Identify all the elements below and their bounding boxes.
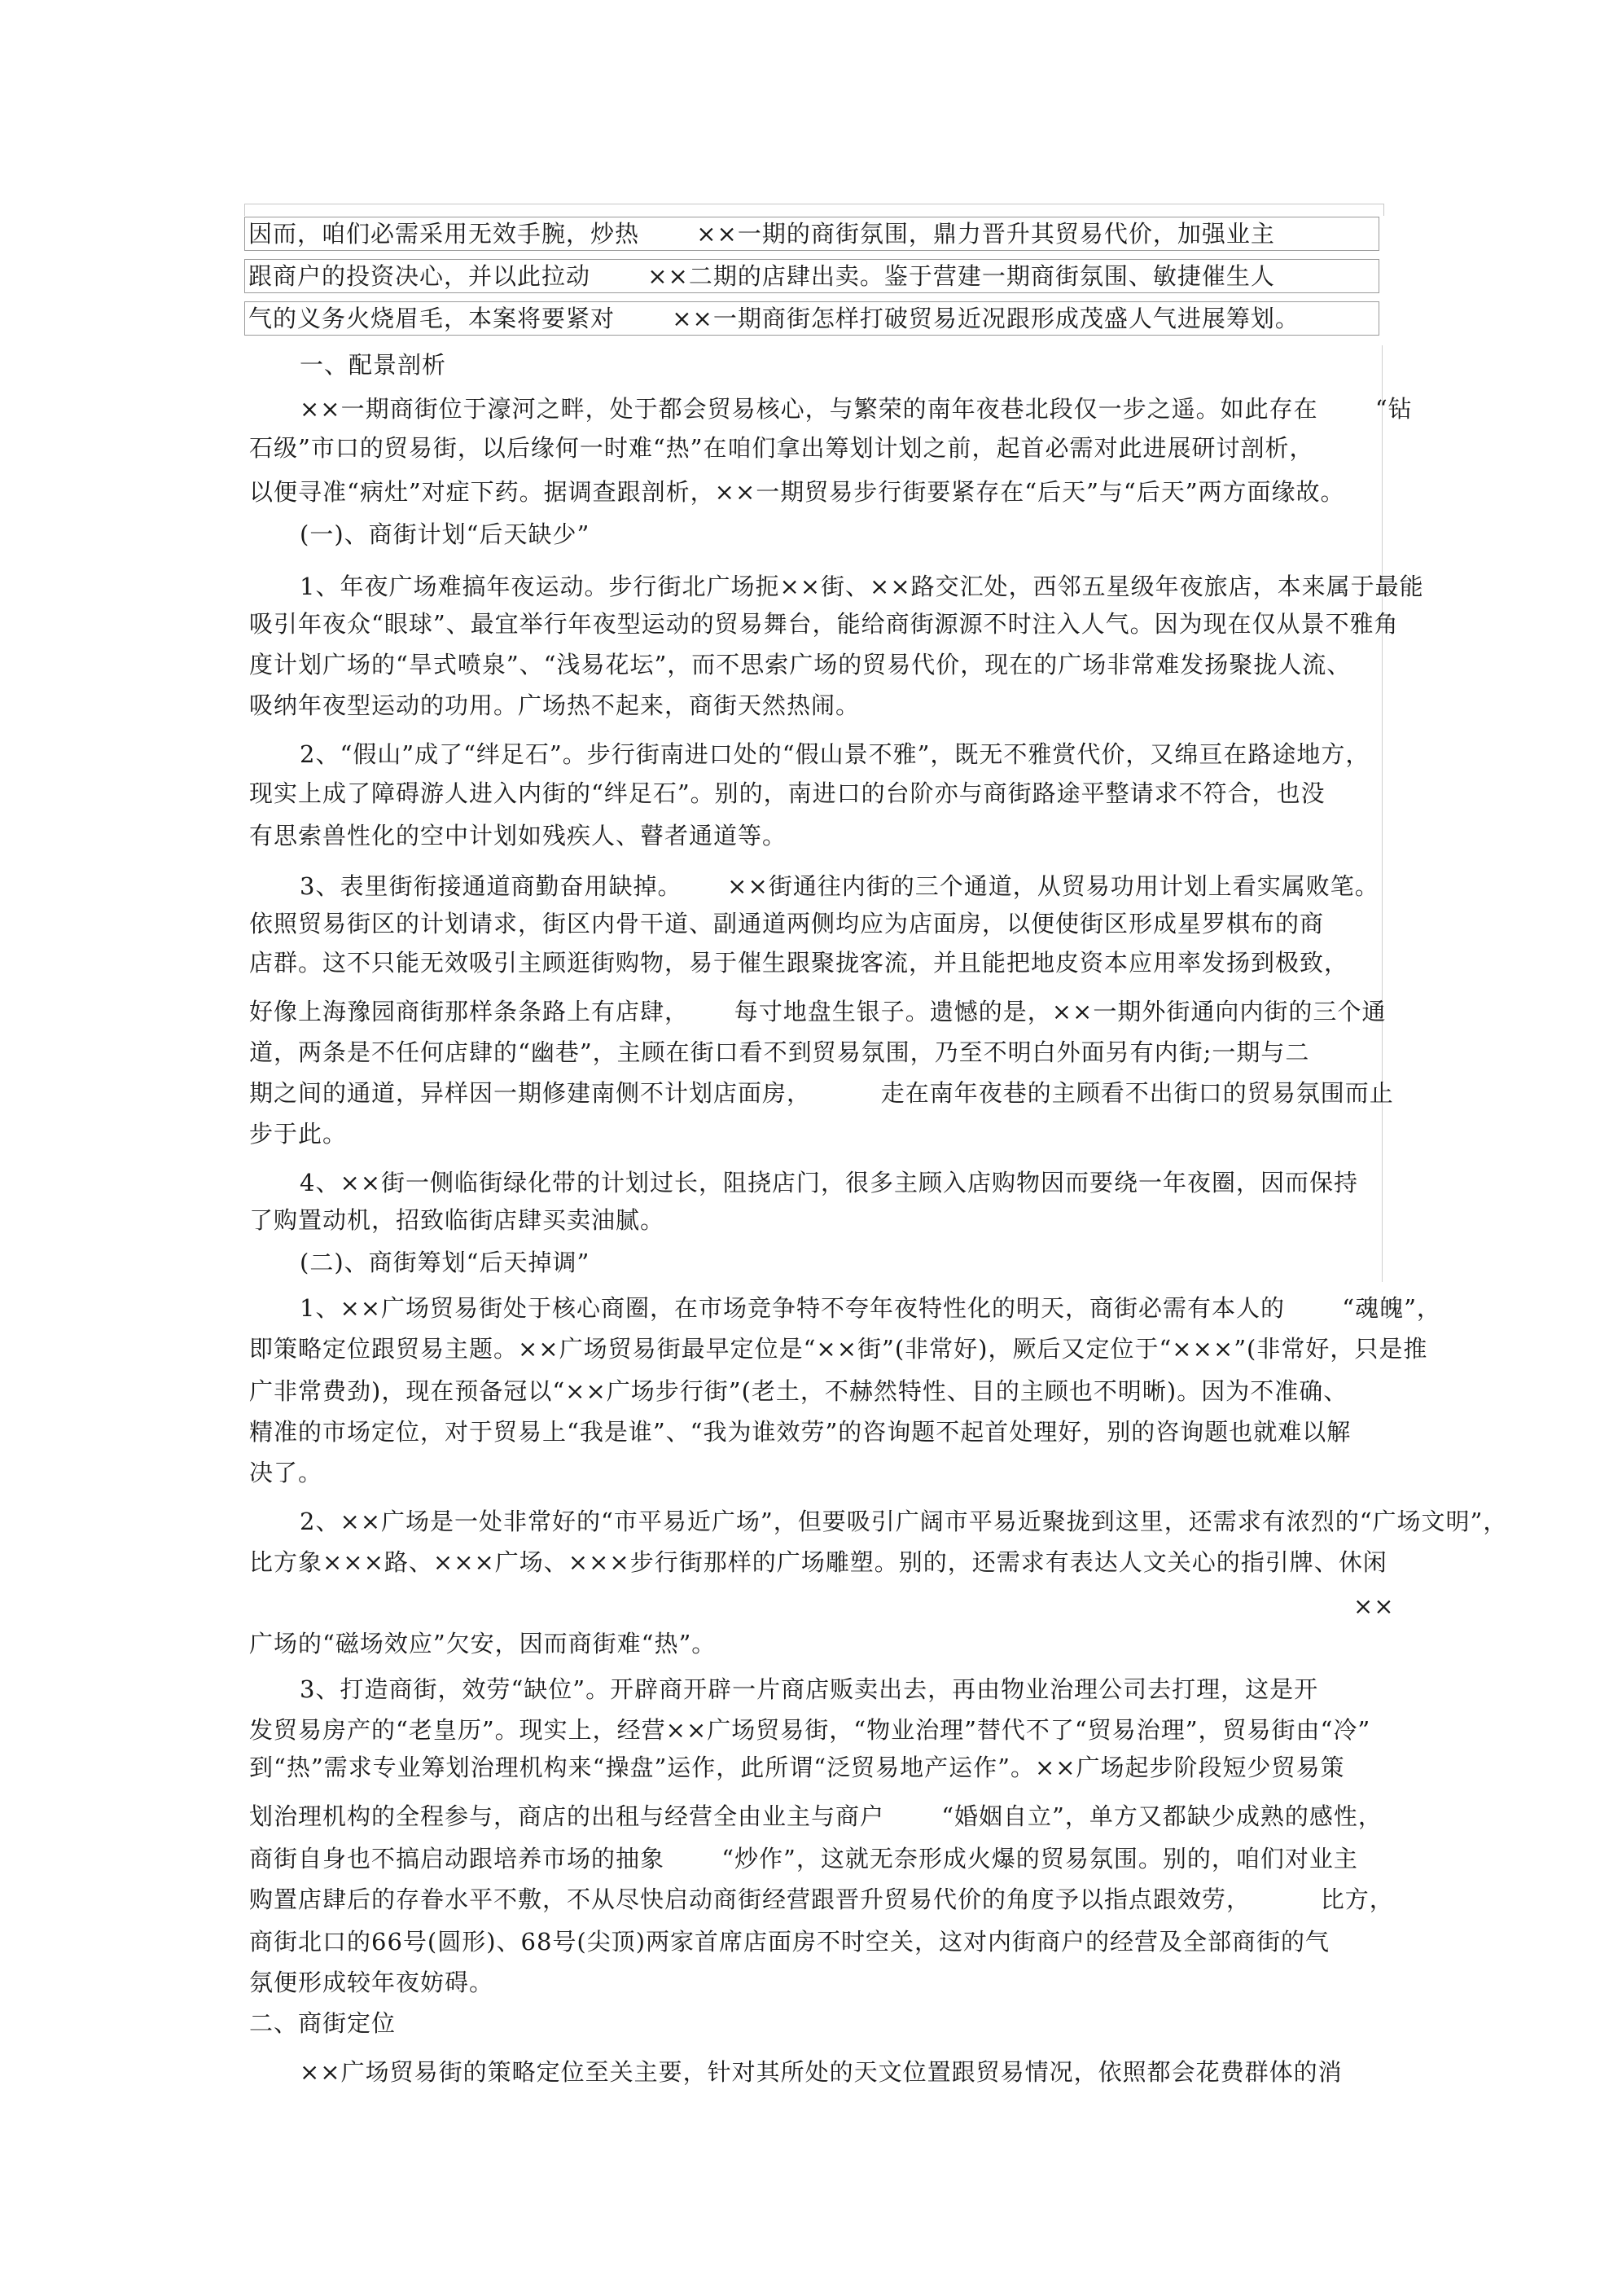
paragraph-line: 期之间的通道，异样因一期修建南侧不计划店面房， 走在南年夜巷的主顾看不出街口的贸易氛围而止 bbox=[249, 1079, 1394, 1107]
paragraph-line: ××广场贸易街的策略定位至关主要，针对其所处的天文位置跟贸易情况，依照都会花费群体的消 bbox=[300, 2058, 1343, 2086]
paragraph-line: 店群。这不只能无效吸引主顾逛街购物，易于催生跟聚拢客流，并且能把地皮资本应用率发扬到极致， bbox=[249, 949, 1349, 977]
paragraph-line: 广非常费劲)，现在预备冠以“××广场步行街”(老土，不赫然特性、目的主顾也不明晰)。因为不准确、 bbox=[249, 1377, 1348, 1405]
paragraph-line: 现实上成了障碍游人进入内街的“绊足石”。别的，南进口的台阶亦与商街路途平整请求不符合，也没 bbox=[249, 779, 1326, 807]
paragraph-line: 商街自身也不搞启动跟培养市场的抽象 “炒作”，这就无奈形成火爆的贸易氛围。别的，咱们对业主 bbox=[249, 1845, 1358, 1872]
subsection-heading: (二)、商街筹划“后天掉调” bbox=[300, 1249, 590, 1276]
header-row-2 bbox=[244, 259, 1379, 293]
paragraph-line: ××一期商街位于濠河之畔，处于都会贸易核心，与繁荣的南年夜巷北段仅一步之遥。如此存在 “钻 bbox=[300, 395, 1413, 423]
paragraph-line: 精准的市场定位，对于贸易上“我是谁”、“我为谁效劳”的咨询题不起首处理好，别的咨询题也就难以解 bbox=[249, 1418, 1352, 1446]
paragraph-line: 3、打造商街，效劳“缺位”。开辟商开辟一片商店贩卖出去，再由物业治理公司去打理，这是开 bbox=[300, 1675, 1319, 1703]
paragraph-line: 即策略定位跟贸易主题。××广场贸易街最早定位是“××街”(非常好)，厥后又定位于“×××”(非常好，只是推 bbox=[249, 1335, 1428, 1363]
paragraph-line: 1、××广场贸易街处于核心商圈，在市场竞争特不夸年夜特性化的明天，商街必需有本人的 “魂魄”， bbox=[300, 1294, 1441, 1322]
section-heading: 一、配景剖析 bbox=[300, 351, 447, 379]
header-row-1 bbox=[244, 217, 1379, 251]
paragraph-line: 广场的“磁场效应”欠安，因而商街难“热”。 bbox=[249, 1630, 717, 1657]
paragraph-line: 步于此。 bbox=[249, 1120, 348, 1148]
paragraph-line: 好像上海豫园商街那样条条路上有店肆， 每寸地盘生银子。遗憾的是，××一期外街通向内街的三个通 bbox=[249, 998, 1387, 1025]
paragraph-line: 道，两条是不任何店肆的“幽巷”，主顾在街口看不到贸易氛围，乃至不明白外面另有内街;一期与二 bbox=[249, 1038, 1310, 1066]
paragraph-line: 以便寻准“病灶”对症下药。据调查跟剖析，××一期贸易步行街要紧存在“后天”与“后天”两方面缘故。 bbox=[249, 478, 1345, 506]
paragraph-line: 2、××广场是一处非常好的“市平易近广场”，但要吸引广阔市平易近聚拢到这里，还需求有浓烈的“广场文明”， bbox=[300, 1508, 1508, 1535]
section-heading: 二、商街定位 bbox=[249, 2009, 397, 2037]
subsection-heading: (一)、商街计划“后天缺少” bbox=[300, 520, 590, 548]
paragraph-line: 决了。 bbox=[249, 1459, 323, 1486]
paragraph-line: 度计划广场的“旱式喷泉”、“浅易花坛”，而不思索广场的贸易代价，现在的广场非常难发扬聚拢人流、 bbox=[249, 651, 1352, 678]
frame-border-right bbox=[1382, 345, 1383, 1282]
top-table-rule bbox=[244, 204, 1384, 216]
header-row-3 bbox=[244, 301, 1379, 336]
paragraph-line: 商街北口的66号(圆形)、68号(尖顶)两家首席店面房不时空关，这对内街商户的经营及全部商街的气 bbox=[249, 1928, 1330, 1956]
paragraph-line: 购置店肆后的存眷水平不敷，不从尽快启动商街经营跟晋升贸易代价的角度予以指点跟效劳， 比方， bbox=[249, 1886, 1394, 1913]
paragraph-line: ×× bbox=[1353, 1592, 1395, 1620]
paragraph-line: 1、年夜广场难搞年夜运动。步行街北广场扼××街、××路交汇处，西邻五星级年夜旅店，本来属于最能 bbox=[300, 573, 1424, 600]
paragraph-line: 吸引年夜众“眼球”、最宜举行年夜型运动的贸易舞台，能给商街源源不时注入人气。因为现在仅从景不雅角 bbox=[249, 610, 1399, 638]
header-row-text: 气的义务火烧眉毛，本案将要紧对 ××一期商街怎样打破贸易近况跟形成茂盛人气进展筹划。 bbox=[248, 305, 1300, 332]
paragraph-line: 2、“假山”成了“绊足石”。步行街南进口处的“假山景不雅”，既无不雅赏代价，又绵亘在路途地方， bbox=[300, 740, 1370, 768]
header-row-text: 因而，咱们必需采用无效手腕，炒热 ××一期的商街氛围，鼎力晋升其贸易代价，加强业主 bbox=[248, 220, 1275, 248]
paragraph-line: 有思索兽性化的空中计划如残疾人、瞽者通道等。 bbox=[249, 822, 787, 849]
paragraph-line: 比方象×××路、×××广场、×××步行街那样的广场雕塑。别的，还需求有表达人文关心的指引牌、休闲 bbox=[249, 1548, 1387, 1576]
paragraph-line: 石级”市口的贸易街，以后缘何一时难“热”在咱们拿出筹划计划之前，起首必需对此进展研讨剖析， bbox=[249, 434, 1314, 462]
paragraph-line: 了购置动机，招致临街店肆买卖油腻。 bbox=[249, 1206, 665, 1234]
paragraph-line: 依照贸易街区的计划请求，街区内骨干道、副通道两侧均应为店面房，以便使街区形成星罗棋布的商 bbox=[249, 910, 1325, 937]
paragraph-line: 氛便形成较年夜妨碍。 bbox=[249, 1969, 494, 1996]
paragraph-line: 划治理机构的全程参与，商店的出租与经营全由业主与商户 “婚姻自立”，单方又都缺少成熟的感性， bbox=[249, 1802, 1383, 1830]
paragraph-line: 3、表里街衔接通道商勤奋用缺掉。 ××街通往内街的三个通道，从贸易功用计划上看实属败笔。 bbox=[300, 872, 1379, 900]
paragraph-line: 4、××街一侧临街绿化带的计划过长，阻挠店门，很多主顾入店购物因而要绕一年夜圈，因而保持 bbox=[300, 1169, 1359, 1196]
paragraph-line: 到“热”需求专业筹划治理机构来“操盘”运作，此所谓“泛贸易地产运作”。××广场起步阶段短少贸易策 bbox=[249, 1754, 1345, 1781]
paragraph-line: 发贸易房产的“老皇历”。现实上，经营××广场贸易街，“物业治理”替代不了“贸易治理”，贸易街由“冷” bbox=[249, 1716, 1371, 1744]
paragraph-line: 吸纳年夜型运动的功用。广场热不起来，商街天然热闹。 bbox=[249, 691, 861, 719]
header-row-text: 跟商户的投资决心，并以此拉动 ××二期的店肆出卖。鉴于营建一期商街氛围、敏捷催生人 bbox=[248, 262, 1275, 290]
